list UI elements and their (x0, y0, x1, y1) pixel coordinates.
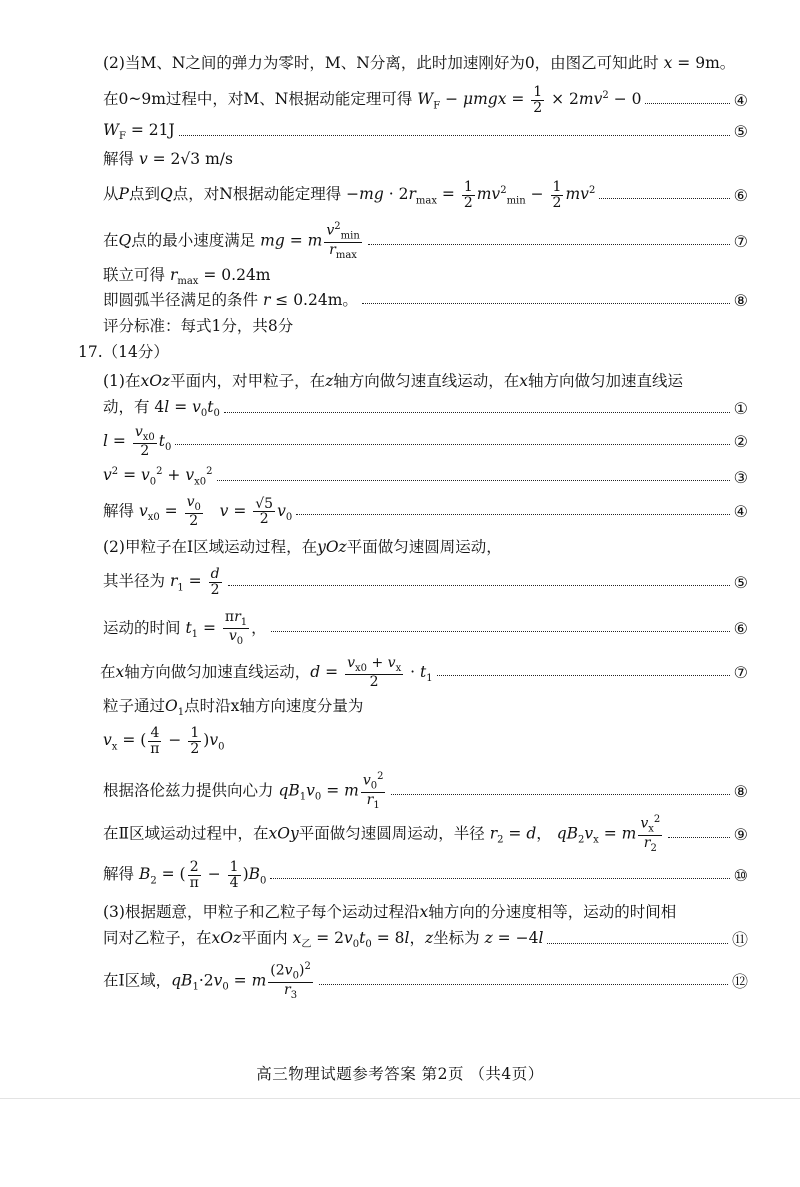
leader-dots (175, 444, 729, 445)
equation-number: ⑤ (733, 122, 748, 142)
line-text: 在0~9m过程中，对M、N根据动能定理可得 $W_F - \mu mgx$ = $\frac{1}{2}$ × $2mv^2 - 0$ (103, 84, 642, 116)
equation-number: ⑦ (733, 663, 748, 683)
line-text: 在Q点的最小速度满足 mg = m $\frac{v^2_{min}}{r_{max}}$ (103, 221, 360, 261)
answer-line-0 (103, 54, 748, 73)
line-text: 粒子通过$O_1$点时沿x轴方向速度分量为 (103, 697, 364, 719)
answer-line-4 (103, 180, 748, 210)
page-footer: 高三物理试题参考答案 第2页 （共4页） (256, 1065, 544, 1083)
leader-dots (668, 837, 729, 838)
leader-dots (599, 198, 729, 199)
equation-number: ⑥ (733, 619, 748, 639)
answer-line-5 (103, 222, 748, 261)
line-text: 在x轴方向做匀加速直线运动，d = $\frac{v_{x0} + v_x}{2}$ · $t_1$ (100, 655, 433, 691)
answer-line-22 (103, 815, 748, 854)
line-text: 解得 $v_{x0}$ = $\frac{v_0}{2}$ v = $\frac{√5}{2}$ $v_0$ (103, 494, 293, 530)
leader-dots (217, 480, 730, 481)
leader-dots (368, 244, 730, 245)
page-divider (0, 1098, 800, 1099)
scoring-standard: 评分标准：每式1分，共8分 (103, 317, 294, 335)
leader-dots (391, 794, 729, 795)
equation-number: ⑫ (731, 972, 748, 992)
equation-number: ③ (733, 467, 748, 487)
answer-line-10 (103, 372, 748, 391)
answer-line-16 (103, 567, 748, 597)
leader-dots (547, 943, 728, 944)
answer-line-18 (100, 656, 748, 690)
equation-number: ⑨ (733, 825, 748, 845)
line-text: 解得 $B_2$ = ( $\frac{2}{\pi}$ − $\frac{1}{4}$ )$B_0$ (103, 859, 267, 891)
equation-number: ⑧ (733, 782, 748, 802)
answer-line-24 (103, 903, 748, 922)
leader-dots (645, 103, 729, 104)
answer-line-19 (103, 697, 748, 719)
equation-number: ④ (733, 90, 748, 110)
equation-number: ⑧ (733, 291, 748, 310)
answer-line-15 (103, 538, 748, 557)
answer-line-25 (103, 929, 748, 951)
leader-dots (270, 878, 729, 879)
line-text: 动，有 $4l = v_0t_0$ (103, 398, 220, 420)
line-text: 联立可得 $r_{max} = 0.24m$ (103, 266, 271, 288)
line-text: 在Ⅰ区域，$qB_1\cdot 2v_0 = m$ $\frac{(2v_0)^2}{r_3}$ (103, 961, 311, 1001)
line-text: 从P点到Q点，对N根据动能定理得 $-mg \cdot 2r_{max}$ = $\frac{1}{2}$ $mv^2_{min}$ − $\frac{1}{2}$ $mv^2$ (103, 179, 596, 211)
leader-dots (362, 303, 730, 304)
answer-line-12 (103, 425, 748, 459)
answer-line-11 (103, 398, 748, 420)
answer-line-1 (103, 85, 748, 115)
answer-line-2 (103, 121, 748, 143)
line-text: 即圆弧半径满足的条件 r ≤ 0.24m。 (103, 291, 358, 310)
answer-line-26 (103, 962, 748, 1001)
line-text: 运动的时间 $t_1$ = $\frac{\pi r_1}{v_0}$ ， (103, 609, 267, 648)
line-text: 在Ⅱ区域运动过程中，在xOy平面做匀速圆周运动，半径 $r_2 = d$， $qB_2v_x = m$ $\frac{v_x^2}{r_2}$ (103, 814, 661, 854)
leader-dots (271, 631, 730, 632)
answer-line-21 (103, 772, 748, 811)
line-text: l = $\frac{v_{x0}}{2}$ $t_0$ (103, 424, 172, 460)
equation-number: ⑦ (733, 232, 748, 252)
line-text: (2)当M、N之间的弹力为零时，M、N分离，此时加速刚好为0，由图乙可知此时 x = 9m。 (103, 54, 736, 72)
answer-line-7 (103, 291, 748, 310)
leader-dots (228, 585, 730, 586)
line-text: (2)甲粒子在Ⅰ区域运动过程，在yOz平面做匀速圆周运动， (103, 538, 502, 556)
equation-number: ⑪ (731, 930, 748, 950)
leader-dots (296, 514, 729, 515)
equation-number: ① (733, 399, 748, 419)
answer-line-20 (103, 726, 748, 756)
leader-dots (319, 984, 728, 985)
answer-line-14 (103, 495, 748, 529)
equation-number: ⑥ (733, 185, 748, 205)
equation-number: ④ (733, 502, 748, 522)
answer-line-13 (103, 466, 748, 488)
equation-number: ⑤ (733, 572, 748, 592)
leader-dots (437, 675, 730, 676)
question-heading: 17.（14分） (78, 343, 169, 361)
line-text: $v_x$ = ( $\frac{4}{\pi}$ − $\frac{1}{2}$ )$v_0$ (103, 725, 225, 757)
answer-line-3 (103, 150, 748, 169)
line-text: 同对乙粒子，在xOz平面内 $x_乙 = 2v_0t_0 = 8l$，z坐标为 z = −4l (103, 929, 544, 951)
leader-dots (224, 412, 730, 413)
answer-line-23 (103, 860, 748, 890)
line-text: 根据洛伦兹力提供向心力 $qB_1v_0 = m$ $\frac{v_0^2}{r_1}$ (103, 771, 384, 811)
answer-line-8 (103, 317, 748, 336)
line-text: $v^2 = v_0^2 + v_{x0}^2$ (103, 466, 213, 488)
equation-number: ⑩ (733, 865, 748, 885)
line-text: $W_F = 21J$ (103, 121, 175, 143)
line-text: 解得 v = 2√3 m/s (103, 150, 233, 168)
equation-number: ② (733, 432, 748, 452)
line-text: (1)在xOz平面内，对甲粒子，在z轴方向做匀速直线运动，在x轴方向做匀加速直线运 (103, 372, 684, 390)
line-text: 其半径为 $r_1$ = $\frac{d}{2}$ (103, 566, 220, 598)
answer-line-9 (78, 343, 748, 362)
answer-line-17 (103, 610, 748, 648)
leader-dots (179, 135, 730, 136)
line-text: (3)根据题意，甲粒子和乙粒子每个运动过程沿x轴方向的分速度相等，运动的时间相 (103, 903, 677, 921)
answer-line-6 (103, 266, 748, 288)
